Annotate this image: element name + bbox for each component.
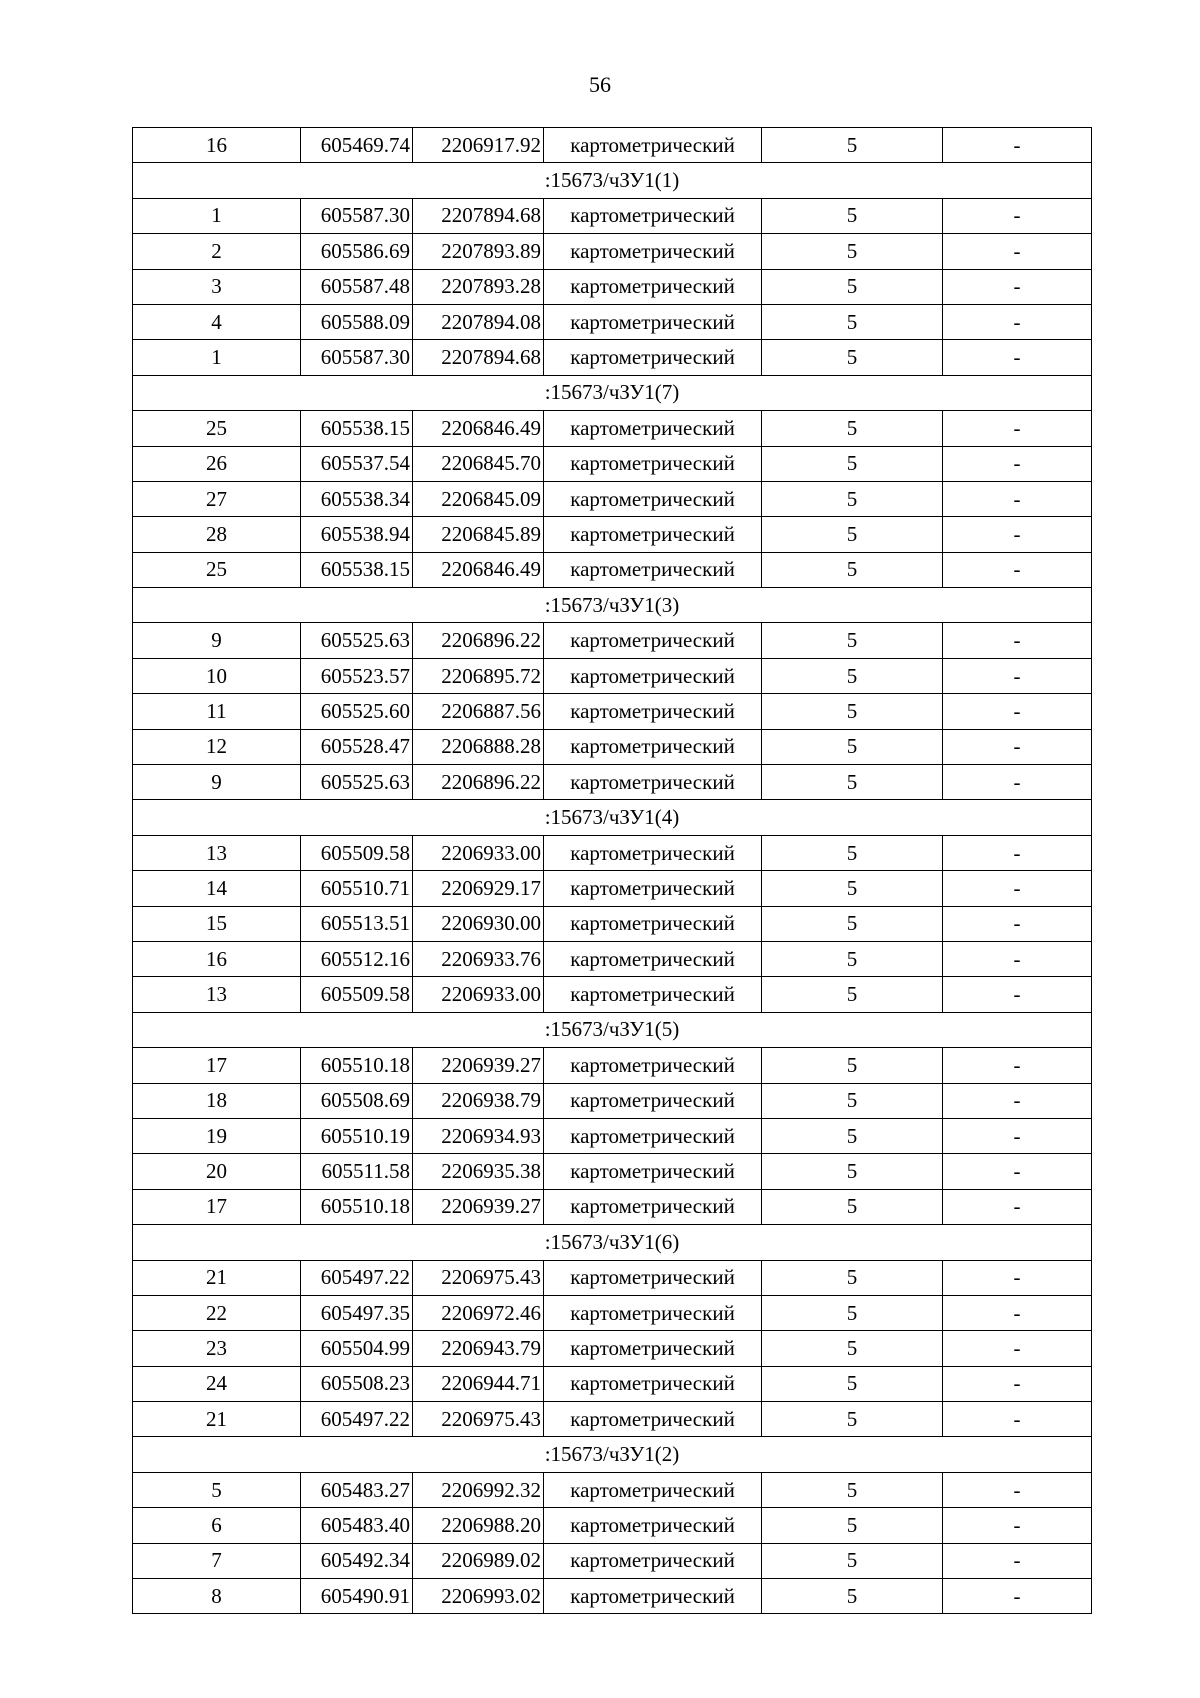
accuracy-cell: 5 (762, 906, 943, 941)
point-number-cell: 28 (133, 517, 301, 552)
page-number: 56 (589, 72, 611, 97)
x-coordinate-cell: 605538.15 (301, 552, 413, 587)
point-number-cell: 9 (133, 765, 301, 800)
method-cell: картометрический (544, 481, 762, 516)
accuracy-cell: 5 (762, 871, 943, 906)
description-cell: - (943, 765, 1092, 800)
method-cell: картометрический (544, 1402, 762, 1437)
description-cell: - (943, 623, 1092, 658)
section-header-row (133, 1012, 1092, 1047)
description-cell: - (943, 1508, 1092, 1543)
point-number-cell: 23 (133, 1331, 301, 1366)
point-number-cell: 12 (133, 729, 301, 764)
method-cell: картометрический (544, 1366, 762, 1401)
method-cell: картометрический (544, 552, 762, 587)
point-number-cell: 14 (133, 871, 301, 906)
point-number-cell: 2 (133, 234, 301, 269)
x-coordinate-cell: 605513.51 (301, 906, 413, 941)
table-row (133, 552, 1092, 587)
table-row (133, 269, 1092, 304)
accuracy-cell: 5 (762, 977, 943, 1012)
accuracy-cell: 5 (762, 765, 943, 800)
table-row (133, 1189, 1092, 1224)
y-coordinate-cell: 2206938.79 (413, 1083, 544, 1118)
x-coordinate-cell: 605510.71 (301, 871, 413, 906)
accuracy-cell: 5 (762, 694, 943, 729)
table-row (133, 623, 1092, 658)
x-coordinate-cell: 605525.60 (301, 694, 413, 729)
section-title: :15673/чЗУ1(7) (133, 375, 1092, 410)
table-row (133, 1402, 1092, 1437)
table-row (133, 1295, 1092, 1330)
x-coordinate-cell: 605586.69 (301, 234, 413, 269)
x-coordinate-cell: 605538.34 (301, 481, 413, 516)
method-cell: картометрический (544, 234, 762, 269)
method-cell: картометрический (544, 1472, 762, 1507)
accuracy-cell: 5 (762, 1508, 943, 1543)
point-number-cell: 26 (133, 446, 301, 481)
description-cell: - (943, 1579, 1092, 1614)
method-cell: картометрический (544, 517, 762, 552)
section-header-row (133, 1225, 1092, 1260)
x-coordinate-cell: 605504.99 (301, 1331, 413, 1366)
y-coordinate-cell: 2206933.00 (413, 977, 544, 1012)
x-coordinate-cell: 605510.19 (301, 1118, 413, 1153)
table-row (133, 1083, 1092, 1118)
table-row (133, 198, 1092, 233)
method-cell: картометрический (544, 340, 762, 375)
method-cell: картометрический (544, 1295, 762, 1330)
y-coordinate-cell: 2206895.72 (413, 658, 544, 693)
table-row (133, 694, 1092, 729)
table-row (133, 835, 1092, 870)
point-number-cell: 16 (133, 128, 301, 163)
y-coordinate-cell: 2206972.46 (413, 1295, 544, 1330)
description-cell: - (943, 871, 1092, 906)
description-cell: - (943, 128, 1092, 163)
y-coordinate-cell: 2206934.93 (413, 1118, 544, 1153)
accuracy-cell: 5 (762, 128, 943, 163)
x-coordinate-cell: 605528.47 (301, 729, 413, 764)
table-row (133, 941, 1092, 976)
method-cell: картометрический (544, 1260, 762, 1295)
accuracy-cell: 5 (762, 446, 943, 481)
method-cell: картометрический (544, 1083, 762, 1118)
method-cell: картометрический (544, 835, 762, 870)
accuracy-cell: 5 (762, 198, 943, 233)
accuracy-cell: 5 (762, 1472, 943, 1507)
y-coordinate-cell: 2206933.76 (413, 941, 544, 976)
point-number-cell: 22 (133, 1295, 301, 1330)
coordinates-table (132, 127, 1092, 1614)
x-coordinate-cell: 605483.40 (301, 1508, 413, 1543)
description-cell: - (943, 694, 1092, 729)
y-coordinate-cell: 2206993.02 (413, 1579, 544, 1614)
description-cell: - (943, 1260, 1092, 1295)
accuracy-cell: 5 (762, 517, 943, 552)
point-number-cell: 11 (133, 694, 301, 729)
accuracy-cell: 5 (762, 234, 943, 269)
y-coordinate-cell: 2206896.22 (413, 623, 544, 658)
section-title: :15673/чЗУ1(1) (133, 163, 1092, 198)
x-coordinate-cell: 605492.34 (301, 1543, 413, 1578)
point-number-cell: 17 (133, 1048, 301, 1083)
section-title: :15673/чЗУ1(3) (133, 588, 1092, 623)
point-number-cell: 27 (133, 481, 301, 516)
point-number-cell: 1 (133, 340, 301, 375)
accuracy-cell: 5 (762, 1331, 943, 1366)
x-coordinate-cell: 605538.94 (301, 517, 413, 552)
y-coordinate-cell: 2206888.28 (413, 729, 544, 764)
accuracy-cell: 5 (762, 1366, 943, 1401)
method-cell: картометрический (544, 729, 762, 764)
table-row (133, 1579, 1092, 1614)
y-coordinate-cell: 2206887.56 (413, 694, 544, 729)
description-cell: - (943, 269, 1092, 304)
table-body (133, 128, 1092, 1614)
method-cell: картометрический (544, 906, 762, 941)
accuracy-cell: 5 (762, 623, 943, 658)
table-row (133, 517, 1092, 552)
y-coordinate-cell: 2206989.02 (413, 1543, 544, 1578)
table-row (133, 1118, 1092, 1153)
table-row (133, 1260, 1092, 1295)
table-row (133, 1048, 1092, 1083)
section-header-row (133, 163, 1092, 198)
description-cell: - (943, 1083, 1092, 1118)
x-coordinate-cell: 605538.15 (301, 411, 413, 446)
accuracy-cell: 5 (762, 1048, 943, 1083)
accuracy-cell: 5 (762, 729, 943, 764)
method-cell: картометрический (544, 1118, 762, 1153)
method-cell: картометрический (544, 1189, 762, 1224)
x-coordinate-cell: 605509.58 (301, 977, 413, 1012)
x-coordinate-cell: 605490.91 (301, 1579, 413, 1614)
method-cell: картометрический (544, 1543, 762, 1578)
description-cell: - (943, 906, 1092, 941)
method-cell: картометрический (544, 658, 762, 693)
x-coordinate-cell: 605497.35 (301, 1295, 413, 1330)
point-number-cell: 13 (133, 977, 301, 1012)
y-coordinate-cell: 2206943.79 (413, 1331, 544, 1366)
y-coordinate-cell: 2206845.70 (413, 446, 544, 481)
x-coordinate-cell: 605483.27 (301, 1472, 413, 1507)
x-coordinate-cell: 605587.48 (301, 269, 413, 304)
x-coordinate-cell: 605497.22 (301, 1402, 413, 1437)
y-coordinate-cell: 2206845.09 (413, 481, 544, 516)
description-cell: - (943, 340, 1092, 375)
description-cell: - (943, 1366, 1092, 1401)
description-cell: - (943, 1402, 1092, 1437)
section-header-row (133, 588, 1092, 623)
accuracy-cell: 5 (762, 552, 943, 587)
y-coordinate-cell: 2206975.43 (413, 1402, 544, 1437)
section-header-row (133, 1437, 1092, 1472)
table-row (133, 1543, 1092, 1578)
point-number-cell: 17 (133, 1189, 301, 1224)
method-cell: картометрический (544, 198, 762, 233)
description-cell: - (943, 1331, 1092, 1366)
table-row (133, 128, 1092, 163)
method-cell: картометрический (544, 941, 762, 976)
table-row (133, 1154, 1092, 1189)
method-cell: картометрический (544, 1508, 762, 1543)
point-number-cell: 19 (133, 1118, 301, 1153)
y-coordinate-cell: 2206975.43 (413, 1260, 544, 1295)
accuracy-cell: 5 (762, 1543, 943, 1578)
table-row (133, 1508, 1092, 1543)
y-coordinate-cell: 2206988.20 (413, 1508, 544, 1543)
accuracy-cell: 5 (762, 269, 943, 304)
table-row (133, 1331, 1092, 1366)
y-coordinate-cell: 2206917.92 (413, 128, 544, 163)
accuracy-cell: 5 (762, 1579, 943, 1614)
y-coordinate-cell: 2206846.49 (413, 552, 544, 587)
point-number-cell: 16 (133, 941, 301, 976)
y-coordinate-cell: 2206992.32 (413, 1472, 544, 1507)
y-coordinate-cell: 2207893.89 (413, 234, 544, 269)
description-cell: - (943, 1118, 1092, 1153)
description-cell: - (943, 411, 1092, 446)
point-number-cell: 13 (133, 835, 301, 870)
section-header-row (133, 800, 1092, 835)
table-row (133, 446, 1092, 481)
description-cell: - (943, 729, 1092, 764)
point-number-cell: 9 (133, 623, 301, 658)
accuracy-cell: 5 (762, 1189, 943, 1224)
section-title: :15673/чЗУ1(5) (133, 1012, 1092, 1047)
x-coordinate-cell: 605523.57 (301, 658, 413, 693)
method-cell: картометрический (544, 977, 762, 1012)
method-cell: картометрический (544, 1154, 762, 1189)
section-title: :15673/чЗУ1(6) (133, 1225, 1092, 1260)
description-cell: - (943, 977, 1092, 1012)
y-coordinate-cell: 2206846.49 (413, 411, 544, 446)
table-row (133, 1472, 1092, 1507)
x-coordinate-cell: 605469.74 (301, 128, 413, 163)
description-cell: - (943, 446, 1092, 481)
method-cell: картометрический (544, 871, 762, 906)
description-cell: - (943, 1189, 1092, 1224)
description-cell: - (943, 481, 1092, 516)
table-row (133, 658, 1092, 693)
accuracy-cell: 5 (762, 658, 943, 693)
x-coordinate-cell: 605587.30 (301, 340, 413, 375)
y-coordinate-cell: 2207893.28 (413, 269, 544, 304)
accuracy-cell: 5 (762, 304, 943, 339)
method-cell: картометрический (544, 1331, 762, 1366)
x-coordinate-cell: 605587.30 (301, 198, 413, 233)
accuracy-cell: 5 (762, 1295, 943, 1330)
description-cell: - (943, 941, 1092, 976)
table-row (133, 729, 1092, 764)
accuracy-cell: 5 (762, 1402, 943, 1437)
x-coordinate-cell: 605510.18 (301, 1048, 413, 1083)
accuracy-cell: 5 (762, 1154, 943, 1189)
method-cell: картометрический (544, 765, 762, 800)
method-cell: картометрический (544, 623, 762, 658)
description-cell: - (943, 304, 1092, 339)
accuracy-cell: 5 (762, 835, 943, 870)
point-number-cell: 6 (133, 1508, 301, 1543)
description-cell: - (943, 198, 1092, 233)
y-coordinate-cell: 2206930.00 (413, 906, 544, 941)
y-coordinate-cell: 2206929.17 (413, 871, 544, 906)
point-number-cell: 18 (133, 1083, 301, 1118)
accuracy-cell: 5 (762, 340, 943, 375)
method-cell: картометрический (544, 128, 762, 163)
description-cell: - (943, 1543, 1092, 1578)
y-coordinate-cell: 2207894.68 (413, 198, 544, 233)
description-cell: - (943, 1472, 1092, 1507)
description-cell: - (943, 1295, 1092, 1330)
x-coordinate-cell: 605512.16 (301, 941, 413, 976)
accuracy-cell: 5 (762, 481, 943, 516)
table-row (133, 481, 1092, 516)
description-cell: - (943, 552, 1092, 587)
section-header-row (133, 375, 1092, 410)
method-cell: картометрический (544, 269, 762, 304)
description-cell: - (943, 1048, 1092, 1083)
table-row (133, 304, 1092, 339)
point-number-cell: 25 (133, 552, 301, 587)
x-coordinate-cell: 605508.23 (301, 1366, 413, 1401)
method-cell: картометрический (544, 446, 762, 481)
accuracy-cell: 5 (762, 1118, 943, 1153)
description-cell: - (943, 517, 1092, 552)
description-cell: - (943, 658, 1092, 693)
description-cell: - (943, 234, 1092, 269)
accuracy-cell: 5 (762, 941, 943, 976)
section-title: :15673/чЗУ1(4) (133, 800, 1092, 835)
accuracy-cell: 5 (762, 1083, 943, 1118)
point-number-cell: 20 (133, 1154, 301, 1189)
point-number-cell: 10 (133, 658, 301, 693)
y-coordinate-cell: 2206939.27 (413, 1048, 544, 1083)
table-row (133, 871, 1092, 906)
x-coordinate-cell: 605510.18 (301, 1189, 413, 1224)
point-number-cell: 21 (133, 1260, 301, 1295)
x-coordinate-cell: 605588.09 (301, 304, 413, 339)
x-coordinate-cell: 605537.54 (301, 446, 413, 481)
point-number-cell: 25 (133, 411, 301, 446)
point-number-cell: 1 (133, 198, 301, 233)
y-coordinate-cell: 2206845.89 (413, 517, 544, 552)
x-coordinate-cell: 605509.58 (301, 835, 413, 870)
method-cell: картометрический (544, 1048, 762, 1083)
method-cell: картометрический (544, 694, 762, 729)
method-cell: картометрический (544, 304, 762, 339)
table-row (133, 234, 1092, 269)
point-number-cell: 7 (133, 1543, 301, 1578)
x-coordinate-cell: 605508.69 (301, 1083, 413, 1118)
x-coordinate-cell: 605525.63 (301, 623, 413, 658)
description-cell: - (943, 1154, 1092, 1189)
accuracy-cell: 5 (762, 1260, 943, 1295)
y-coordinate-cell: 2207894.08 (413, 304, 544, 339)
x-coordinate-cell: 605525.63 (301, 765, 413, 800)
y-coordinate-cell: 2206935.38 (413, 1154, 544, 1189)
accuracy-cell: 5 (762, 411, 943, 446)
table-row (133, 340, 1092, 375)
table-row (133, 1366, 1092, 1401)
y-coordinate-cell: 2206933.00 (413, 835, 544, 870)
point-number-cell: 5 (133, 1472, 301, 1507)
description-cell: - (943, 835, 1092, 870)
table-row (133, 765, 1092, 800)
point-number-cell: 3 (133, 269, 301, 304)
method-cell: картометрический (544, 411, 762, 446)
y-coordinate-cell: 2207894.68 (413, 340, 544, 375)
point-number-cell: 24 (133, 1366, 301, 1401)
section-title: :15673/чЗУ1(2) (133, 1437, 1092, 1472)
point-number-cell: 15 (133, 906, 301, 941)
table-row (133, 977, 1092, 1012)
y-coordinate-cell: 2206896.22 (413, 765, 544, 800)
y-coordinate-cell: 2206939.27 (413, 1189, 544, 1224)
table-row (133, 411, 1092, 446)
y-coordinate-cell: 2206944.71 (413, 1366, 544, 1401)
point-number-cell: 4 (133, 304, 301, 339)
method-cell: картометрический (544, 1579, 762, 1614)
point-number-cell: 8 (133, 1579, 301, 1614)
point-number-cell: 21 (133, 1402, 301, 1437)
x-coordinate-cell: 605511.58 (301, 1154, 413, 1189)
x-coordinate-cell: 605497.22 (301, 1260, 413, 1295)
table-row (133, 906, 1092, 941)
